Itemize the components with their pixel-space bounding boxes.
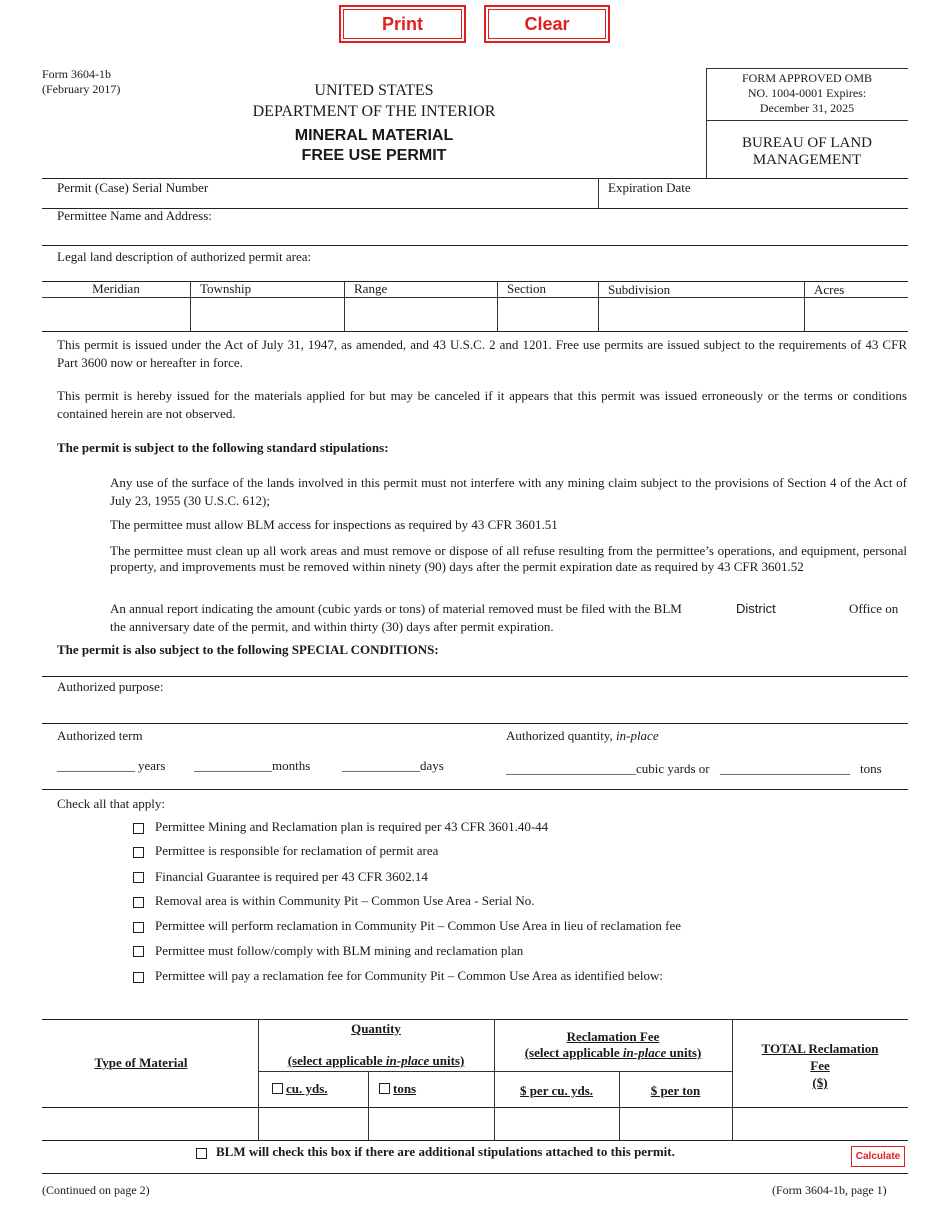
checkbox-reclamation-fee[interactable] [133, 972, 144, 983]
days-label: days [420, 758, 444, 773]
cancellation-paragraph: This permit is hereby issued for the materials applied for but may be canceled if it appears that this permit was issued erroneously or the terms or conditions contained herein are not observed. [57, 388, 907, 421]
fee-sub-b: units) [666, 1045, 702, 1060]
cu-yds-label: cu. yds. [286, 1081, 328, 1096]
calculate-label: Calculate [855, 1151, 901, 1162]
land-header-subdivision: Subdivision [608, 282, 671, 297]
quantity-sub-a: (select applicable [287, 1053, 386, 1068]
permittee-field[interactable] [47, 224, 903, 244]
standard-stipulations-heading: The permit is subject to the following standard stipulations: [57, 440, 389, 455]
months-field[interactable]: ____________ [194, 758, 272, 773]
land-header-range: Range [354, 281, 388, 296]
total-fee-input[interactable] [734, 1109, 906, 1138]
district-field[interactable]: District [736, 601, 776, 616]
total-line3: ($) [812, 1075, 828, 1090]
page-number: (Form 3604-1b, page 1) [772, 1183, 887, 1197]
tons-unit-label: tons [393, 1081, 417, 1096]
stipulation-report-c: the anniversary date of the permit, and within thirty (30) days after permit expiration. [110, 619, 554, 634]
checkbox-reclamation-plan[interactable] [133, 823, 144, 834]
subdivision-input[interactable] [600, 299, 802, 329]
print-button[interactable] [339, 5, 466, 43]
quantity-header: Quantity [351, 1021, 401, 1036]
term-label: Authorized term [57, 728, 143, 743]
quantity-label-text: Authorized quantity, [506, 728, 613, 743]
total-fee-header [732, 1040, 908, 1091]
fee-per-ton-input[interactable] [621, 1109, 730, 1138]
agency-line2: DEPARTMENT OF THE INTERIOR [252, 103, 496, 120]
special-conditions-heading: The permit is also subject to the following SPECIAL CONDITIONS: [57, 642, 439, 657]
fee-sub-italic: in-place [622, 1045, 667, 1060]
checkbox-label-follow-plan: Permittee must follow/comply with BLM mining and reclamation plan [155, 943, 524, 958]
cubic-yards-label: cubic yards or [636, 761, 710, 776]
total-line2: Fee [810, 1058, 830, 1073]
expiration-label: Expiration Date [608, 180, 691, 195]
title-line1: MINERAL MATERIAL [294, 127, 454, 144]
checkbox-follow-plan[interactable] [133, 946, 144, 957]
checkbox-label-community-pit: Removal area is within Community Pit – Common Use Area - Serial No. [155, 893, 535, 908]
bureau-line2: MANAGEMENT [752, 152, 862, 168]
checkbox-label-financial-guarantee: Financial Guarantee is required per 43 CFR 3602.14 [155, 869, 428, 884]
omb-line1: FORM APPROVED OMB [741, 71, 873, 85]
checkbox-cu-yds[interactable] [272, 1083, 283, 1094]
calculate-button[interactable] [851, 1146, 905, 1167]
serial-label: Permit (Case) Serial Number [57, 180, 209, 195]
checkbox-label-reclamation-plan: Permittee Mining and Reclamation plan is required per 43 CFR 3601.40-44 [155, 819, 549, 834]
fee-sub-a: (select applicable [524, 1045, 623, 1060]
expiration-date-field[interactable] [603, 195, 903, 207]
legal-label: Legal land description of authorized permit area: [57, 249, 312, 264]
quantity-label-italic: in-place [616, 728, 659, 743]
authority-paragraph: This permit is issued under the Act of July 31, 1947, as amended, and 43 U.S.C. 2 and 1201. Free use permits are issued subject to the requirements of 43 CFR Part 3600 now or hereafter in force. [57, 337, 907, 370]
material-type-input[interactable] [44, 1109, 256, 1138]
additional-stipulations-label: BLM will check this box if there are additional stipulations attached to this permit. [216, 1144, 675, 1159]
section-input[interactable] [499, 299, 596, 329]
checkbox-label-perform-reclamation: Permittee will perform reclamation in Community Pit – Common Use Area in lieu of reclamation fee [155, 918, 682, 933]
omb-line2: NO. 1004-0001 Expires: [747, 86, 867, 100]
quantity-label [506, 728, 659, 744]
clear-button[interactable] [484, 5, 610, 43]
tons-field[interactable]: ____________________ [720, 761, 850, 776]
quantity-cu-yds-input[interactable] [260, 1109, 366, 1138]
form-date: (February 2017) [42, 82, 121, 96]
land-header-section: Section [507, 281, 546, 296]
checkbox-community-pit[interactable] [133, 897, 144, 908]
reclamation-fee-header: Reclamation Fee [566, 1029, 660, 1044]
days-field[interactable]: ____________ [342, 758, 420, 773]
quantity-subheader [258, 1053, 494, 1069]
continued-note: (Continued on page 2) [42, 1183, 150, 1197]
years-label: years [138, 758, 166, 773]
checkbox-tons[interactable] [379, 1083, 390, 1094]
stipulation-mining-claim: Any use of the surface of the lands involved in this permit must not interfere with any mining claim subject to the provisions of Section 4 of the Act of July 23, 1955 (30 U.S.C. 612); [110, 475, 907, 508]
months-label: months [272, 758, 311, 773]
purpose-label: Authorized purpose: [57, 679, 164, 694]
land-header-acres: Acres [814, 282, 845, 297]
acres-input[interactable] [806, 299, 906, 329]
quantity-sub-italic: in-place [385, 1053, 430, 1068]
land-header-township: Township [200, 281, 252, 296]
years-field[interactable]: ____________ [57, 758, 135, 773]
checkbox-label-reclamation-fee: Permittee will pay a reclamation fee for Community Pit – Common Use Area as identified below: [155, 968, 663, 983]
fee-per-cu-yd-input[interactable] [496, 1109, 617, 1138]
stipulation-access: The permittee must allow BLM access for inspections as required by 43 CFR 3601.51 [110, 517, 558, 532]
checklist-heading: Check all that apply: [57, 796, 165, 811]
per-ton-header: $ per ton [650, 1083, 701, 1098]
stipulation-report-b: Office on [849, 601, 899, 616]
print-label: Print [381, 13, 423, 34]
omb-line3: December 31, 2025 [759, 101, 855, 115]
range-input[interactable] [346, 299, 495, 329]
omb-block [706, 71, 908, 116]
stipulation-cleanup: The permittee must clean up all work areas and must remove or dispose of all refuse resulting from the permittee’s operations, and equipment, personal property, and improvements must be removed within ninety (90) days after the permit expiration date as required by 43 CFR 3601.52 [110, 543, 907, 574]
permittee-label: Permittee Name and Address: [57, 208, 212, 223]
checkbox-responsible-reclamation[interactable] [133, 847, 144, 858]
form-number: Form 3604-1b [42, 67, 111, 81]
clear-label: Clear [524, 13, 570, 34]
meridian-input[interactable] [44, 299, 188, 329]
checkbox-additional-stipulations[interactable] [196, 1148, 207, 1159]
bureau-line1: BUREAU OF LAND [741, 135, 872, 151]
agency-line1: UNITED STATES [314, 82, 434, 99]
bureau-block [706, 135, 908, 169]
cubic-yards-field[interactable]: ____________________ [506, 761, 636, 776]
reclamation-fee-subheader [494, 1045, 732, 1061]
township-input[interactable] [192, 299, 342, 329]
total-line1: TOTAL Reclamation [761, 1041, 879, 1056]
quantity-tons-input[interactable] [370, 1109, 492, 1138]
checkbox-label-responsible-reclamation: Permittee is responsible for reclamation of permit area [155, 843, 439, 858]
tons-label: tons [860, 761, 882, 776]
stipulation-report-a: An annual report indicating the amount (cubic yards or tons) of material removed must be filed with the BLM [110, 601, 682, 616]
title-line2: FREE USE PERMIT [301, 147, 447, 164]
purpose-field[interactable] [47, 697, 903, 719]
serial-number-field[interactable] [47, 195, 593, 207]
quantity-sub-b: units) [429, 1053, 465, 1068]
per-cu-yd-header: $ per cu. yds. [519, 1083, 594, 1098]
checkbox-perform-reclamation[interactable] [133, 922, 144, 933]
land-header-meridian: Meridian [92, 281, 140, 296]
checkbox-financial-guarantee[interactable] [133, 872, 144, 883]
type-of-material-header: Type of Material [94, 1055, 188, 1070]
